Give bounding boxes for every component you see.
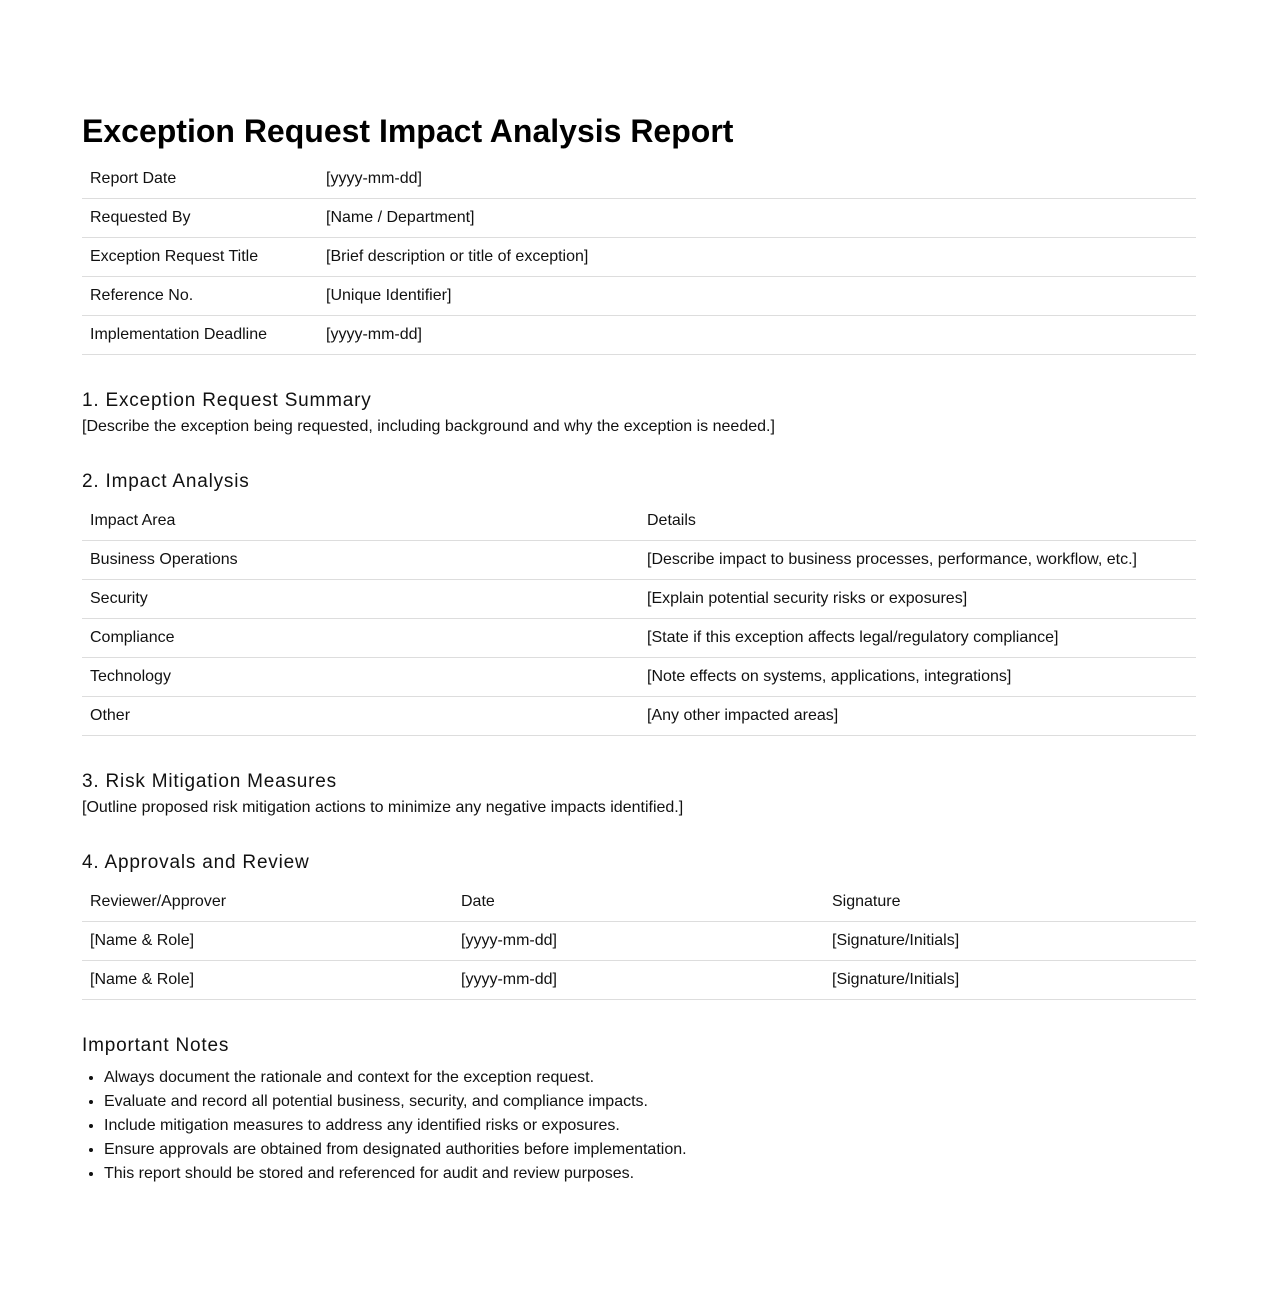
impact-details-cell: [Describe impact to business processes, performance, workflow, etc.] bbox=[639, 541, 1196, 580]
impact-details-cell: [Any other impacted areas] bbox=[639, 697, 1196, 736]
impact-details-cell: [Note effects on systems, applications, integrations] bbox=[639, 658, 1196, 697]
table-row bbox=[82, 619, 1196, 658]
approvals-table bbox=[82, 883, 1196, 1000]
meta-label: Requested By bbox=[82, 199, 318, 238]
table-row bbox=[82, 580, 1196, 619]
meta-value: [Brief description or title of exception] bbox=[318, 238, 1196, 277]
column-header: Impact Area bbox=[82, 502, 639, 541]
table-row bbox=[82, 199, 1196, 238]
table-row bbox=[82, 541, 1196, 580]
section-heading: 1. Exception Request Summary bbox=[82, 390, 372, 411]
impact-area-cell: Business Operations bbox=[82, 541, 639, 580]
list-item: • Always document the rationale and context for the exception request. bbox=[104, 1066, 1196, 1090]
meta-label: Reference No. bbox=[82, 277, 318, 316]
impact-area-cell: Other bbox=[82, 697, 639, 736]
meta-label: Exception Request Title bbox=[82, 238, 318, 277]
column-header: Signature bbox=[824, 883, 1196, 922]
impact-section bbox=[82, 470, 1196, 736]
impact-area-cell: Technology bbox=[82, 658, 639, 697]
section-description: [Describe the exception being requested, including background and why the exception is needed.] bbox=[82, 418, 775, 435]
notes-list bbox=[82, 1066, 1196, 1186]
table-row bbox=[82, 697, 1196, 736]
section-heading: 4. Approvals and Review bbox=[82, 852, 310, 873]
meta-label: Report Date bbox=[82, 160, 318, 199]
signature-cell: [Signature/Initials] bbox=[824, 961, 1196, 1000]
table-row bbox=[82, 238, 1196, 277]
table-header-row bbox=[82, 883, 1196, 922]
report-meta-table bbox=[82, 160, 1196, 355]
list-item: • Include mitigation measures to address any identified risks or exposures. bbox=[104, 1114, 1196, 1138]
meta-value: [yyyy-mm-dd] bbox=[318, 160, 1196, 199]
signature-cell: [Signature/Initials] bbox=[824, 922, 1196, 961]
table-row bbox=[82, 961, 1196, 1000]
impact-details-cell: [Explain potential security risks or exposures] bbox=[639, 580, 1196, 619]
list-item: • Ensure approvals are obtained from designated authorities before implementation. bbox=[104, 1138, 1196, 1162]
summary-section bbox=[82, 389, 1196, 436]
meta-value: [Unique Identifier] bbox=[318, 277, 1196, 316]
impact-details-cell: [State if this exception affects legal/regulatory compliance] bbox=[639, 619, 1196, 658]
section-heading: 3. Risk Mitigation Measures bbox=[82, 771, 337, 792]
table-row bbox=[82, 658, 1196, 697]
table-row bbox=[82, 922, 1196, 961]
meta-label: Implementation Deadline bbox=[82, 316, 318, 355]
section-heading: Important Notes bbox=[82, 1035, 230, 1056]
impact-area-cell: Security bbox=[82, 580, 639, 619]
mitigation-section bbox=[82, 770, 1196, 817]
list-item: • This report should be stored and referenced for audit and review purposes. bbox=[104, 1162, 1196, 1186]
table-row bbox=[82, 160, 1196, 199]
section-heading: 2. Impact Analysis bbox=[82, 471, 250, 492]
table-header-row bbox=[82, 502, 1196, 541]
impact-table bbox=[82, 502, 1196, 736]
approver-name-cell: [Name & Role] bbox=[82, 961, 453, 1000]
approval-date-cell: [yyyy-mm-dd] bbox=[453, 922, 824, 961]
table-row bbox=[82, 316, 1196, 355]
list-item: • Evaluate and record all potential business, security, and compliance impacts. bbox=[104, 1090, 1196, 1114]
page-title: Exception Request Impact Analysis Report bbox=[82, 113, 734, 149]
approval-date-cell: [yyyy-mm-dd] bbox=[453, 961, 824, 1000]
column-header: Details bbox=[639, 502, 1196, 541]
section-description: [Outline proposed risk mitigation actions to minimize any negative impacts identified.] bbox=[82, 799, 684, 816]
column-header: Date bbox=[453, 883, 824, 922]
column-header: Reviewer/Approver bbox=[82, 883, 453, 922]
approvals-section bbox=[82, 851, 1196, 1000]
meta-value: [Name / Department] bbox=[318, 199, 1196, 238]
table-row bbox=[82, 277, 1196, 316]
impact-area-cell: Compliance bbox=[82, 619, 639, 658]
notes-section bbox=[82, 1034, 1196, 1186]
approver-name-cell: [Name & Role] bbox=[82, 922, 453, 961]
meta-value: [yyyy-mm-dd] bbox=[318, 316, 1196, 355]
